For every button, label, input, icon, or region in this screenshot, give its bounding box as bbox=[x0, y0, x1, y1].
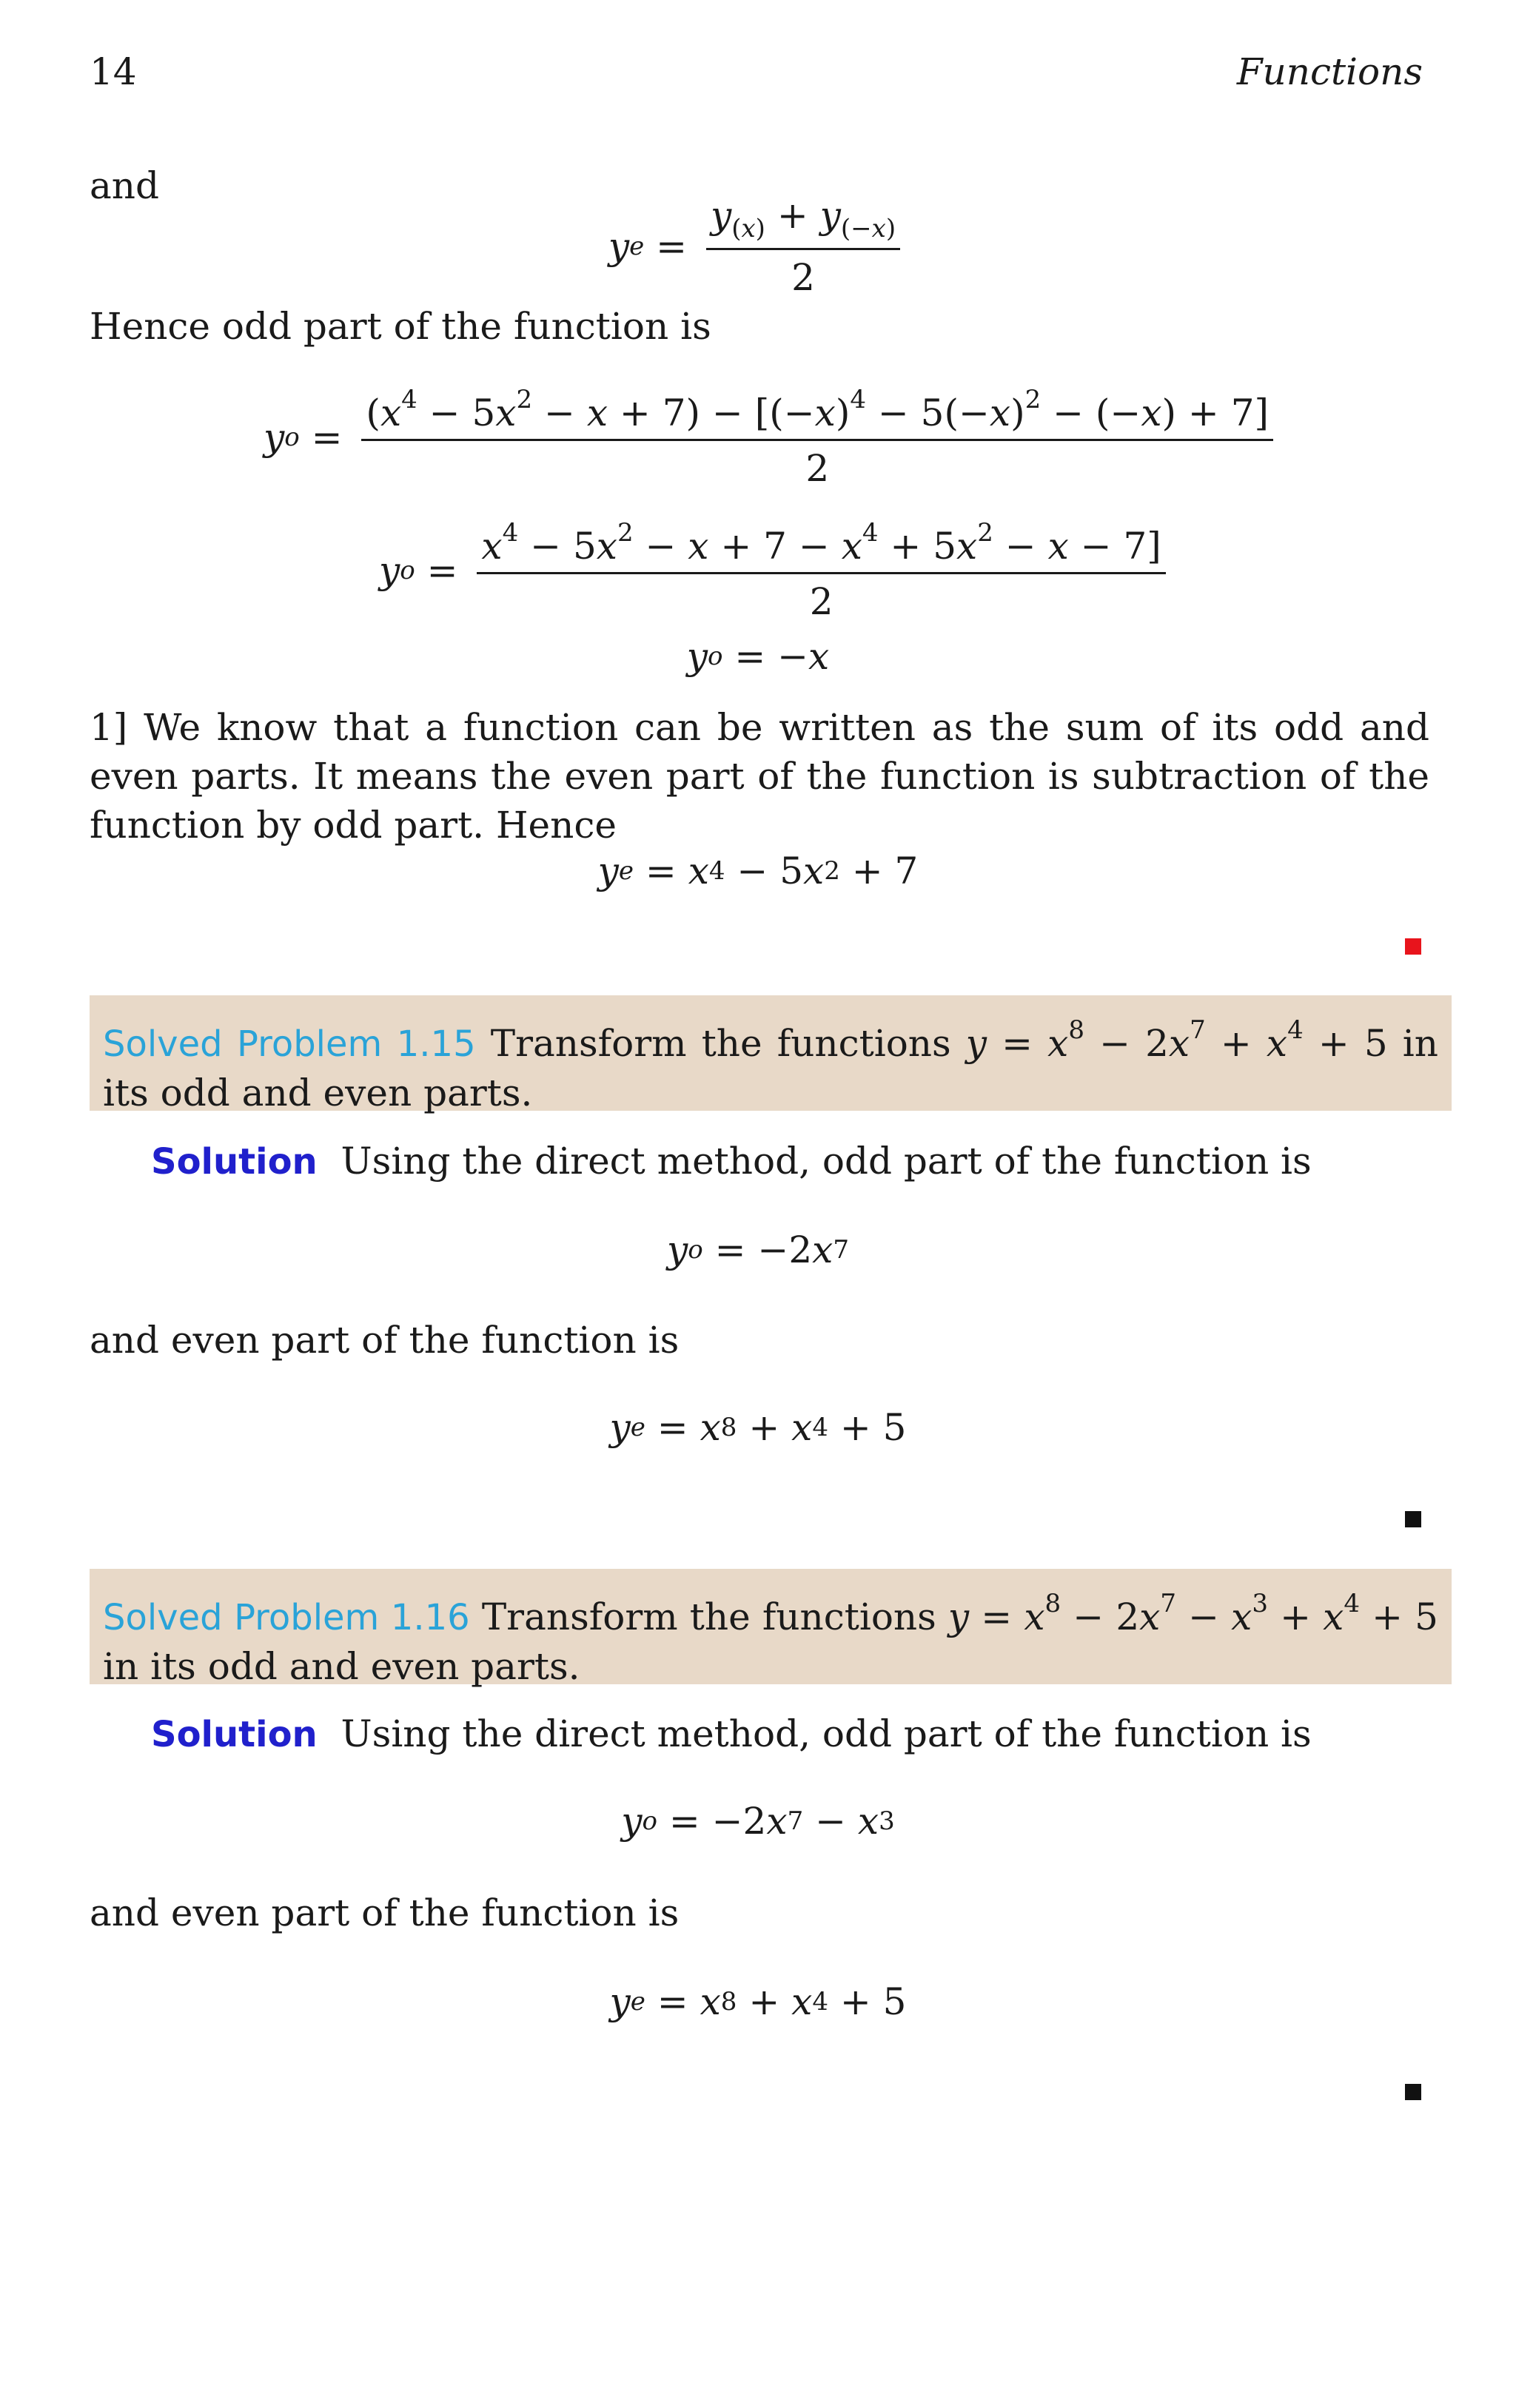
equation-ye-1-15: y e = x 8 + x 4 + 5 bbox=[609, 1406, 907, 1449]
problem-label: Solved Problem 1.15 bbox=[103, 1023, 476, 1065]
equation-yo-1-15: y o = −2 x 7 bbox=[667, 1228, 849, 1271]
equation-ye-definition: y e = $\frac{y_{(x)} + y_{(-x)}}{2}$ bbox=[0, 194, 1516, 299]
equation-yo-result: y o = − x bbox=[686, 635, 830, 678]
problem-statement-pre: Transform the functions bbox=[481, 1595, 936, 1638]
page-number: 14 bbox=[90, 50, 137, 93]
end-of-proof-mark bbox=[1405, 1511, 1421, 1527]
end-of-proof-mark bbox=[1405, 938, 1421, 955]
solution-text: Using the direct method, odd part of the function is bbox=[341, 1140, 1312, 1183]
running-title: Functions bbox=[1236, 50, 1423, 93]
end-of-proof-mark bbox=[1405, 2084, 1421, 2100]
text-hence-odd: Hence odd part of the function is bbox=[90, 305, 711, 348]
equation-ye-result: y e = x 4 − 5 x 2 + 7 bbox=[597, 850, 919, 892]
solution-label: Solution bbox=[151, 1714, 318, 1755]
equation-yo-step1: y o = $\frac{(x^4 - 5x^2 - x + 7) - [(-x)^4 - 5(-x)^2 - (-x) + 7]}{2}$ bbox=[264, 385, 1281, 490]
problem-function: $y = x^8 - 2x^7 + x^4 + 5$ bbox=[965, 1015, 1388, 1065]
equation-yo-1-16: y o = −2 x 7 − x 3 bbox=[621, 1800, 895, 1843]
solution-label: Solution bbox=[151, 1141, 318, 1183]
solution-line bbox=[151, 1709, 1312, 1759]
problem-statement-pre: Transform the functions bbox=[490, 1022, 951, 1065]
text-and-even: and even part of the function is bbox=[90, 1891, 680, 1934]
solution-text: Using the direct method, odd part of the function is bbox=[341, 1712, 1312, 1755]
problem-box-1-16 bbox=[90, 1569, 1452, 1688]
problem-statement-post: in its odd and even parts. bbox=[103, 1022, 1438, 1114]
problem-box-1-15 bbox=[90, 995, 1452, 1114]
text-and-even: and even part of the function is bbox=[90, 1319, 680, 1362]
paragraph-even-part: 1] We know that a function can be written as the sum of its odd and even parts. It means the even part of the function is subtraction of the function by odd part. Hence bbox=[90, 706, 1429, 847]
solution-line bbox=[151, 1137, 1312, 1186]
equation-ye-1-16: y e = x 8 + x 4 + 5 bbox=[609, 1980, 907, 2023]
problem-function: $y = x^8 - 2x^7 - x^3 + x^4 + 5$ bbox=[948, 1589, 1438, 1638]
text-and: and bbox=[90, 164, 160, 207]
equation-yo-step2: y o = $\frac{x^4 - 5x^2 - x + 7 - x^4 + 5x^2 - x - 7]}{2}$ bbox=[379, 518, 1173, 623]
problem-statement-post: in its odd and even parts. bbox=[103, 1645, 580, 1688]
problem-label: Solved Problem 1.16 bbox=[103, 1597, 470, 1638]
